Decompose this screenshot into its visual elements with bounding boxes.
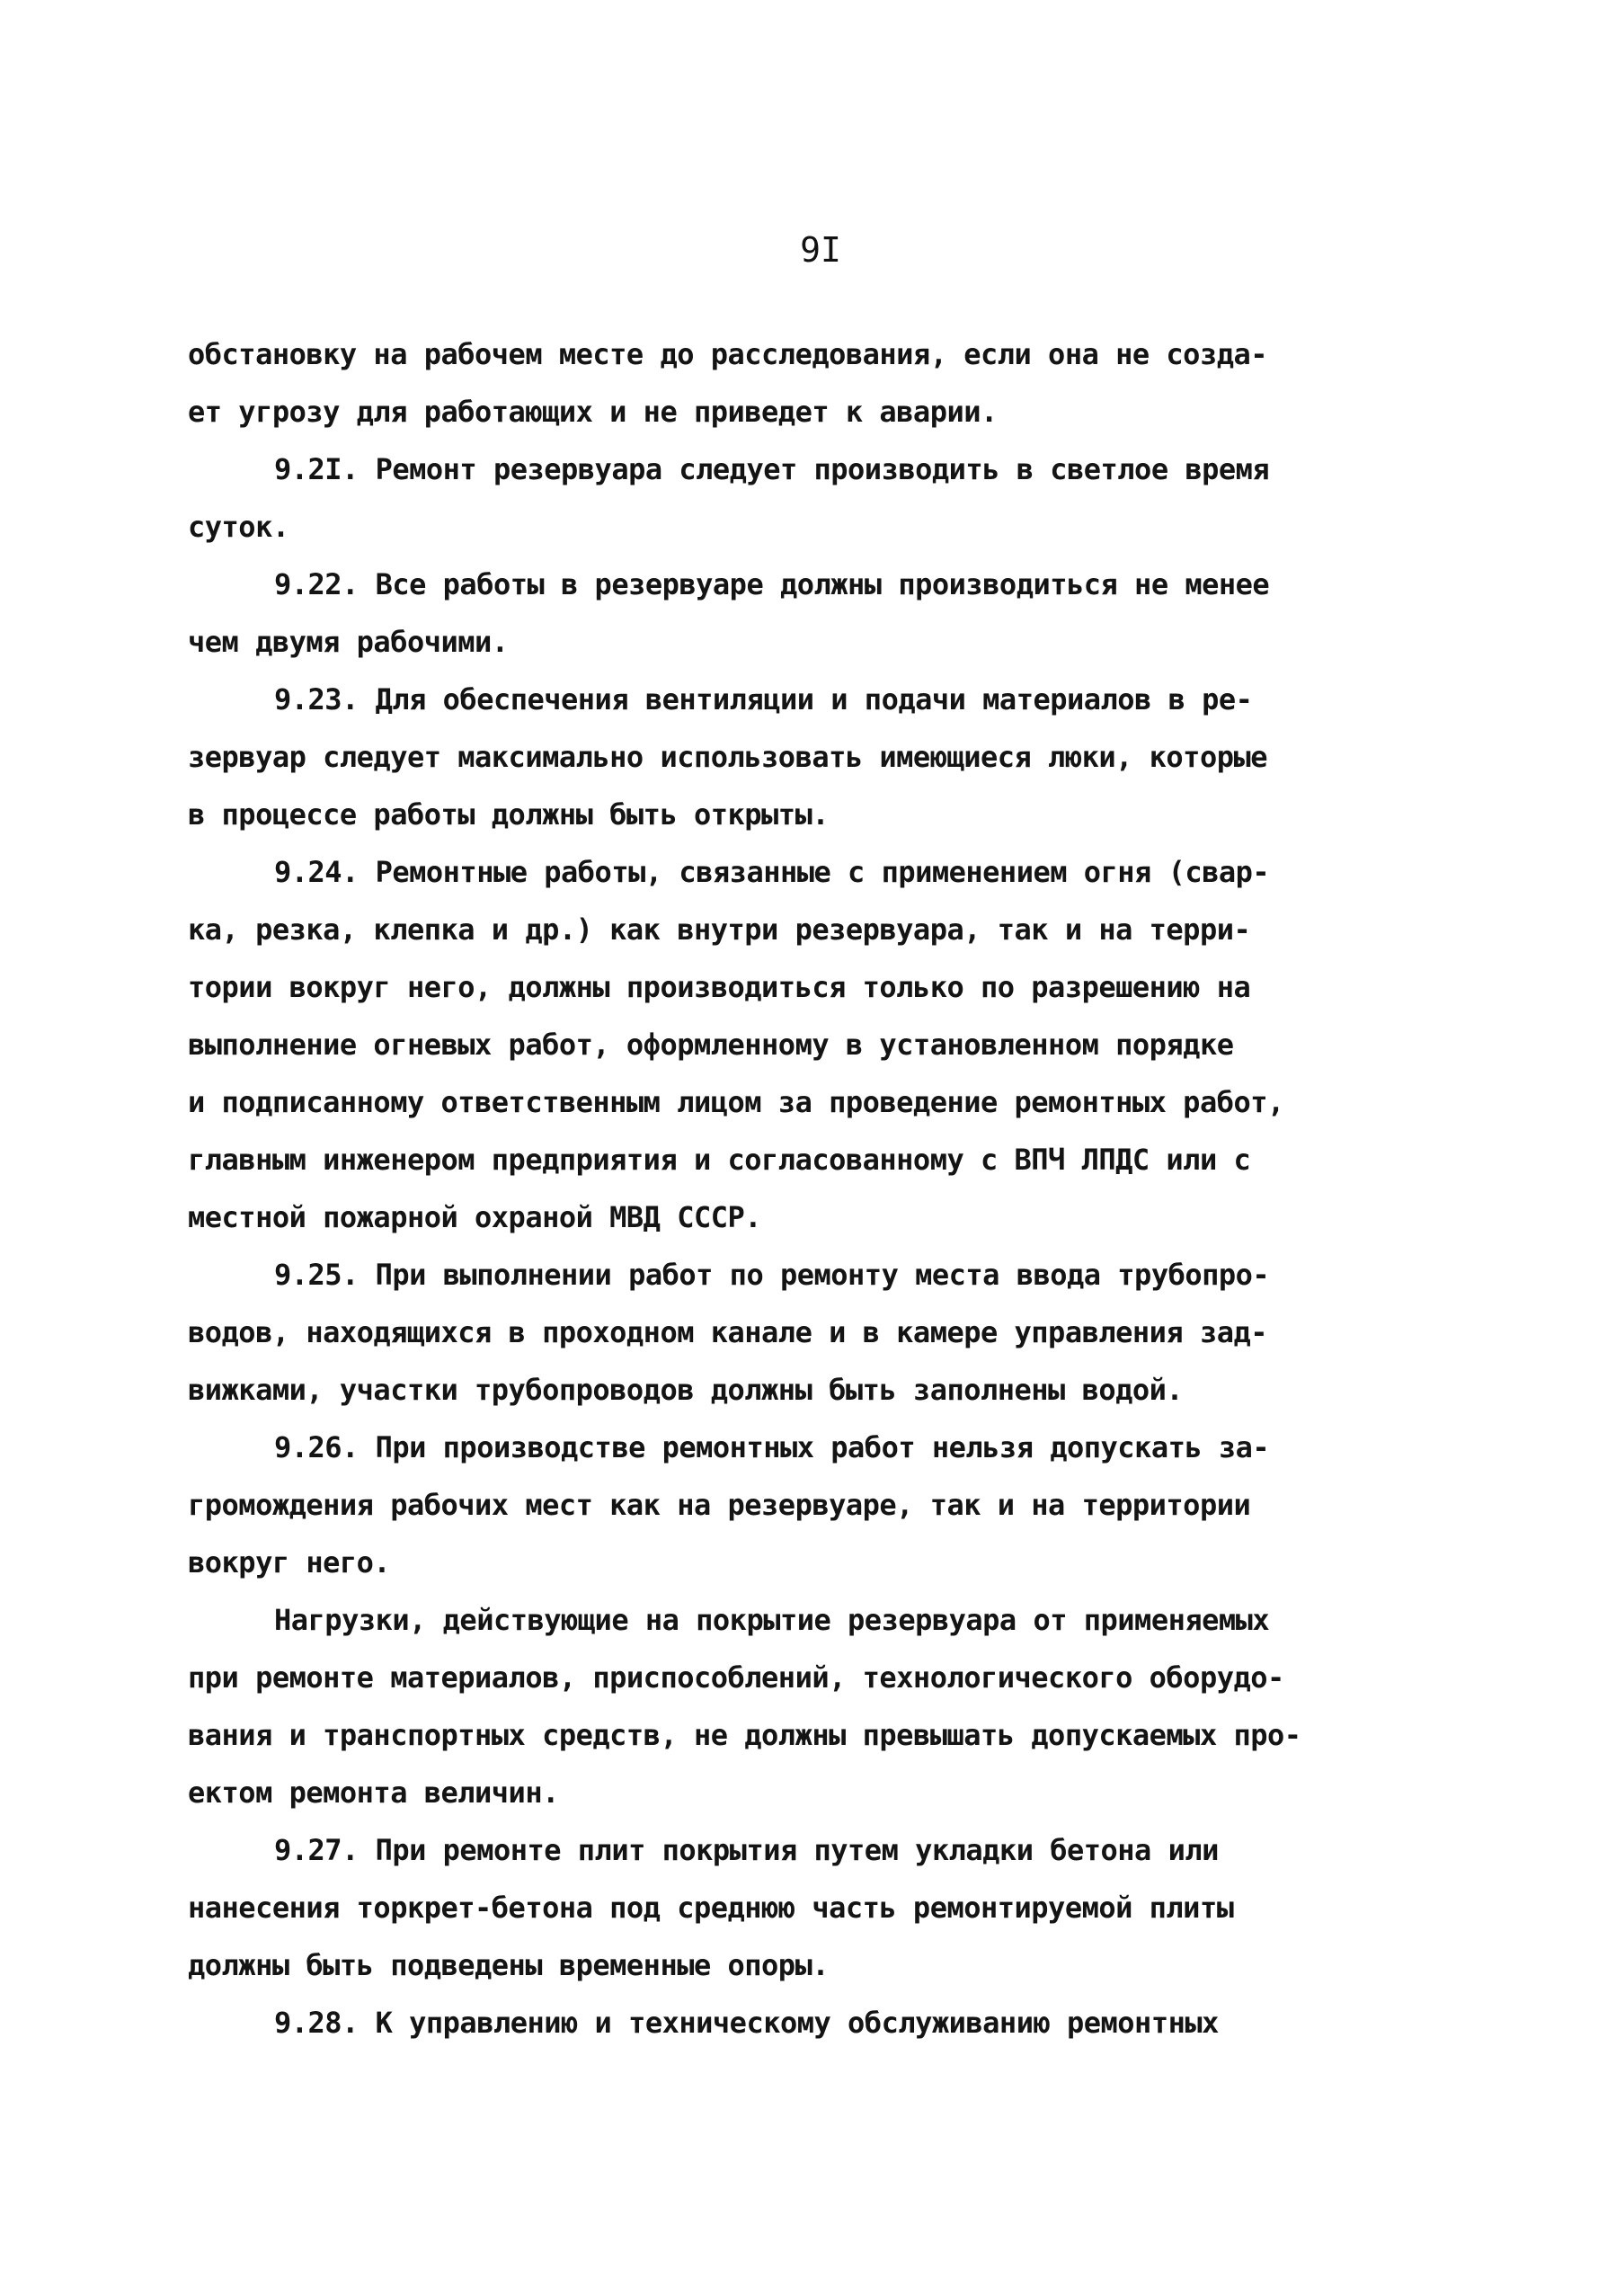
text-line: главным инженером предприятия и согласованному с ВПЧ ЛПДС или с xyxy=(188,1143,1251,1177)
paragraph-first-line: Нагрузки, действующие на покрытие резервуара от применяемых xyxy=(274,1603,1270,1637)
text-line: вижками, участки трубопроводов должны быть заполнены водой. xyxy=(188,1373,1184,1407)
paragraph-first-line: 9.23. Для обеспечения вентиляции и подачи материалов в ре- xyxy=(274,682,1253,716)
text-line: и подписанному ответственным лицом за проведение ремонтных работ, xyxy=(188,1085,1284,1119)
page-number: 9I xyxy=(800,230,841,270)
text-line: нанесения торкрет-бетона под среднюю часть ремонтируемой плиты xyxy=(188,1891,1234,1925)
text-line: суток. xyxy=(188,510,289,544)
paragraph-first-line: 9.27. При ремонте плит покрытия путем укладки бетона или xyxy=(274,1833,1219,1867)
text-line: выполнение огневых работ, оформленному в установленном порядке xyxy=(188,1028,1234,1062)
text-line: ектом ремонта величин. xyxy=(188,1775,559,1810)
paragraph-first-line: 9.28. К управлению и техническому обслуживанию ремонтных xyxy=(274,2006,1219,2040)
paragraph-first-line: 9.25. При выполнении работ по ремонту места ввода трубопро- xyxy=(274,1258,1270,1292)
text-line: в процессе работы должны быть открыты. xyxy=(188,797,830,832)
text-line: водов, находящихся в проходном канале и в камере управления зад- xyxy=(188,1315,1267,1349)
text-line: вания и транспортных средств, не должны превышать допускаемых про- xyxy=(188,1718,1301,1752)
text-line: громождения рабочих мест как на резервуаре, так и на территории xyxy=(188,1488,1251,1522)
text-line: обстановку на рабочем месте до расследования, если она не созда- xyxy=(188,337,1267,371)
text-line: ка, резка, клепка и др.) как внутри резервуара, так и на терри- xyxy=(188,912,1251,947)
paragraph-first-line: 9.26. При производстве ремонтных работ нельзя допускать за- xyxy=(274,1430,1270,1464)
text-line: при ремонте материалов, приспособлений, технологического оборудо- xyxy=(188,1660,1284,1695)
text-line: тории вокруг него, должны производиться только по разрешению на xyxy=(188,970,1251,1004)
paragraph-first-line: 9.22. Все работы в резервуаре должны производиться не менее xyxy=(274,567,1270,601)
document-text xyxy=(188,325,1356,2051)
text-line: местной пожарной охраной МВД СССР. xyxy=(188,1200,762,1234)
text-line: должны быть подведены временные опоры. xyxy=(188,1948,830,1982)
paragraph-first-line: 9.2I. Ремонт резервуара следует производить в светлое время xyxy=(274,452,1270,486)
text-line: вокруг него. xyxy=(188,1545,391,1580)
text-line: ет угрозу для работающих и не приведет к аварии. xyxy=(188,395,998,429)
paragraph-first-line: 9.24. Ремонтные работы, связанные с применением огня (свар- xyxy=(274,855,1270,889)
text-line: зервуар следует максимально использовать имеющиеся люки, которые xyxy=(188,740,1267,774)
text-line: чем двумя рабочими. xyxy=(188,625,509,659)
